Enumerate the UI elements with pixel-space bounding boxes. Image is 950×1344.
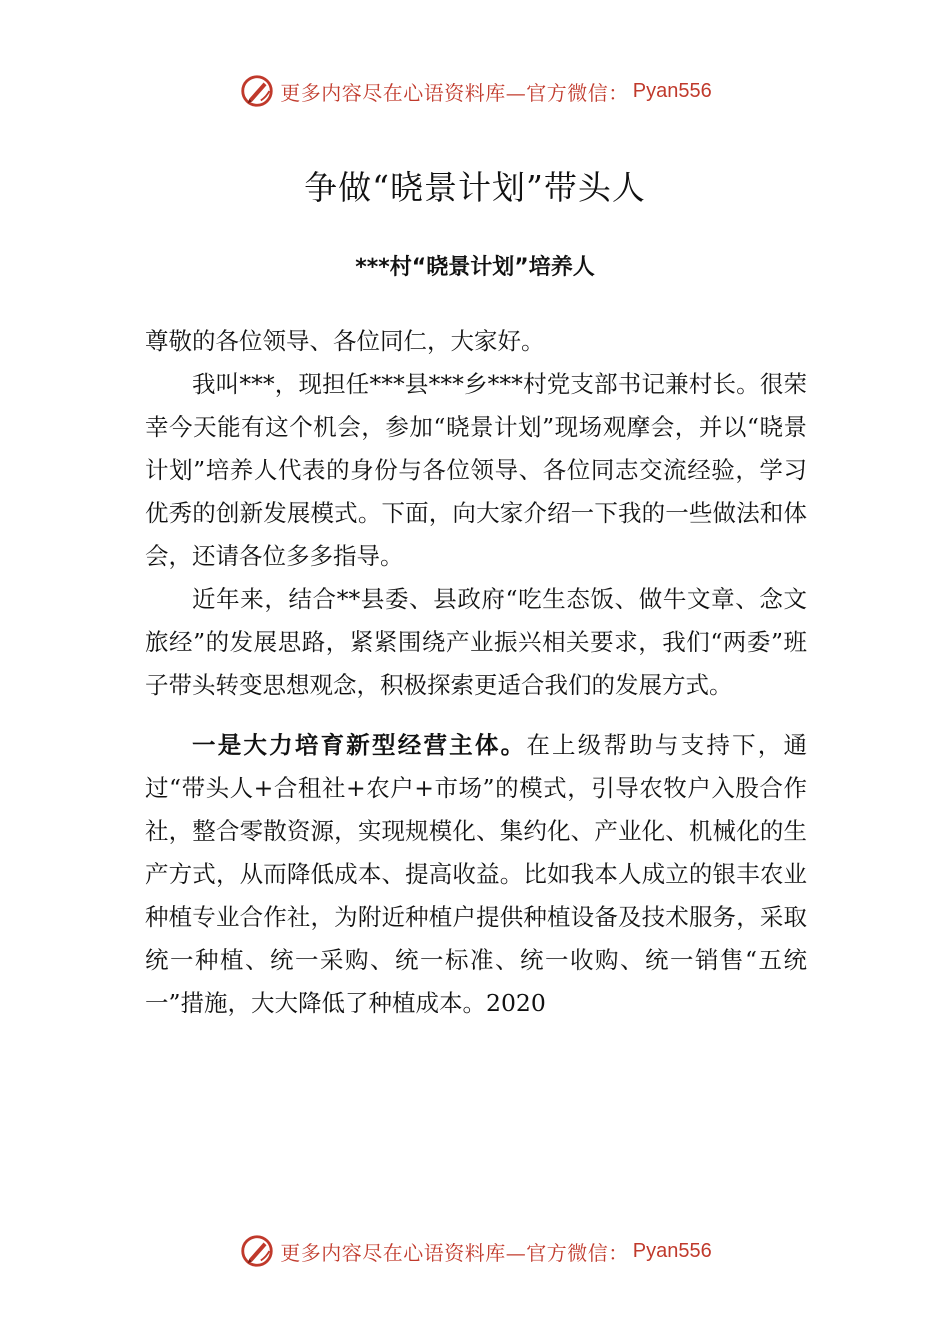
header-watermark xyxy=(0,72,950,112)
watermark-text: 更多内容尽在心语资料库—官方微信： xyxy=(280,80,629,105)
document-subtitle: ***村“晓景计划”培养人 xyxy=(355,255,595,280)
greeting-paragraph: 尊敬的各位领导、各位同仁，大家好。 xyxy=(145,327,545,355)
watermark-text: 更多内容尽在心语资料库—官方微信： xyxy=(280,1240,629,1265)
pen-logo-icon xyxy=(238,1232,276,1270)
measure-one-heading: 一是大力培育新型经营主体。 xyxy=(192,731,527,759)
watermark-wechat-id: Pyan556 xyxy=(632,79,712,102)
measure-one-text: 在上级帮助与支持下，通过“带头人+合租社+农户+市场”的模式，引导农牧户入股合作社，整合零散资源，实现规模化、集约化、产业化、机械化的生产方式，从而降低成本、提高收益。比如我本人成立的银丰农业种植专业合作社，为附近种植户提供种植设备及技术服务，采取统一种植、统一采购、统一标准、统一收购、统一销售“五统一”措施，大大降低了种植成本。2020 xyxy=(145,731,808,1017)
document-body xyxy=(145,320,807,1025)
document-title: 争做“晓景计划”带头人 xyxy=(304,168,646,207)
intro-paragraph: 我叫***，现担任***县***乡***村党支部书记兼村长。很荣幸今天能有这个机会，参加“晓景计划”现场观摩会，并以“晓景计划”培养人代表的身份与各位领导、各位同志交流经验，学习优秀的创新发展模式。下面，向大家介绍一下我的一些做法和体会，还请各位多多指导。 xyxy=(145,370,807,570)
background-paragraph: 近年来，结合**县委、县政府“吃生态饭、做牛文章、念文旅经”的发展思路，紧紧围绕产业振兴相关要求，我们“两委”班子带头转变思想观念，积极探索更适合我们的发展方式。 xyxy=(145,585,807,699)
measure-one-paragraph xyxy=(145,724,807,1025)
footer-watermark xyxy=(0,1232,950,1272)
watermark-wechat-id: Pyan556 xyxy=(632,1239,712,1262)
pen-logo-icon xyxy=(238,72,276,110)
